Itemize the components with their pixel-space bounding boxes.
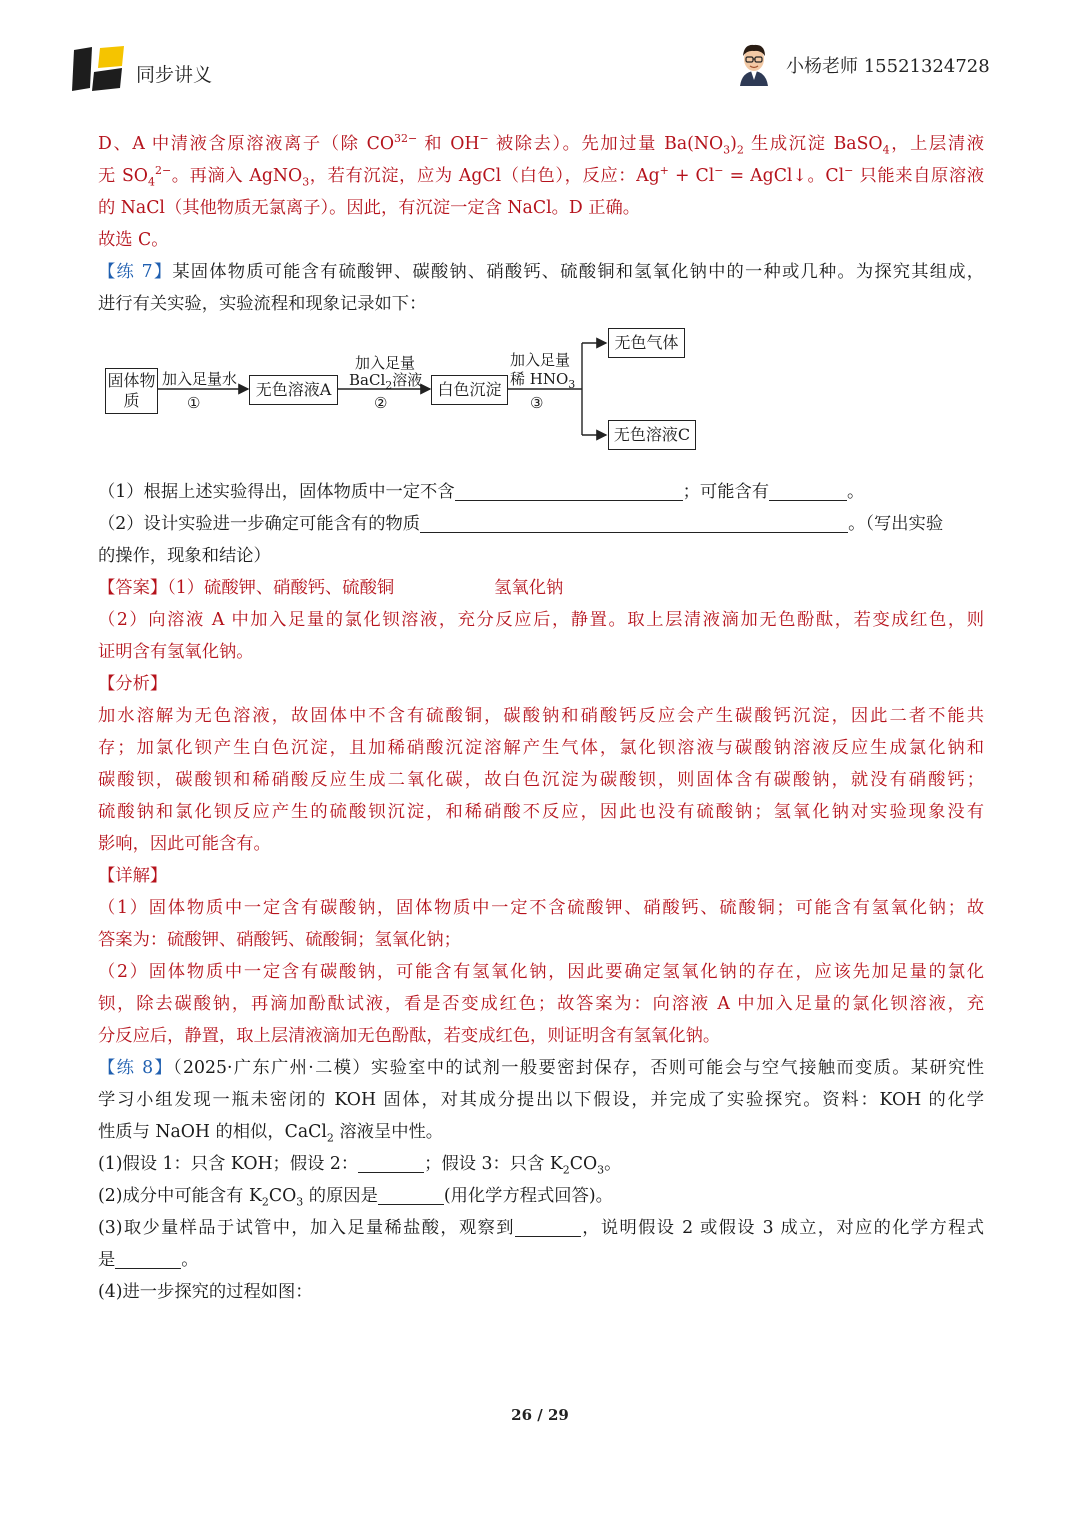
q8-stem-line-2: 学习小组发现一瓶未密闭的 KOH 固体，对其成分提出以下假设，并完成了实验探究。资料：KOH 的化学 [98, 1090, 984, 1110]
detail-line-5: 分反应后，静置，取上层清液滴加无色酚酞，若变成红色，则证明含有氢氧化钠。 [98, 1026, 721, 1046]
q7-blank-3[interactable] [420, 510, 848, 533]
box-solution-a: 无色溶液A [249, 375, 338, 405]
step2-label-2: BaCl$_2$溶液 [349, 371, 423, 392]
q8-sub2: (2)成分中可能含有 $K_2CO_3$ 的原因是 (用化学方程式回答)。 [98, 1180, 984, 1212]
q8-blank-4[interactable] [115, 1246, 181, 1269]
q7-sub2-line-2: 的操作，现象和结论） [98, 546, 271, 566]
q7-stem-line-1: 【练 7】某固体物质可能含有硫酸钾、碳酸钠、硝酸钙、硫酸铜和氢氧化钠中的一种或几种。为探究其组成， [98, 262, 984, 282]
step3-label-1: 加入足量 [510, 351, 571, 369]
detail-line-3: （2）固体物质中一定含有碳酸钠，可能含有氢氧化钠，因此要确定氢氧化钠的存在，应该先加足量的氯化 [98, 962, 984, 982]
page-number: 26 / 29 [511, 1406, 569, 1424]
analysis-tag: 【分析】 [98, 674, 168, 694]
detail-line-4: 钡，除去碳酸钠，再滴加酚酞试液，看是否变成红色；故答案为：向溶液 A 中加入足量的氯化钡溶液，充 [98, 994, 984, 1014]
page-content [98, 128, 984, 1308]
q7-tag: 【练 7】 [98, 262, 173, 282]
explanation-d-line-2: 无 $SO_4^{2-}$。再滴入 AgNO$_3$，若有沉淀，应为 AgCl（白色），反应：Ag+ + Cl− = AgCl↓。Cl− 只能来自原溶液 [98, 164, 985, 189]
q8-blank-2[interactable] [378, 1182, 444, 1205]
answer-tag: 【答案】 [98, 578, 168, 598]
teacher-avatar-icon [734, 40, 774, 86]
q7-blank-1[interactable] [455, 478, 683, 501]
teacher-contact: 小杨老师 15521324728 [786, 56, 990, 77]
step2-num: ② [374, 394, 388, 412]
step2-label-1: 加入足量 [355, 354, 416, 372]
analysis-line-5: 影响，因此可能含有。 [98, 834, 271, 854]
q8-sub4: (4)进一步探究的过程如图： [98, 1282, 313, 1302]
brand-name: 同步讲义 [136, 64, 213, 86]
q7-stem-line-2: 进行有关实验，实验流程和现象记录如下： [98, 294, 427, 314]
answer-choice: 故选 C。 [98, 230, 169, 250]
step3-label-2: 稀 $HNO_3$ [510, 370, 576, 391]
q7-sub1: （1）根据上述实验得出，固体物质中一定不含 ；可能含有 。 [98, 476, 984, 508]
page-header [0, 0, 1080, 110]
box-solution-c: 无色溶液C [608, 420, 696, 450]
detail-tag: 【详解】 [98, 866, 168, 886]
q7-sub2-line-1: （2）设计实验进一步确定可能含有的物质 。（写出实验 [98, 508, 984, 540]
step1-num: ① [187, 394, 201, 412]
explanation-d-line-1: D、A 中清液含原溶液离子（除 $CO^{32-}$ 和 OH− 被除去）。先加过量 $Ba(NO_3)_2$ 生成沉淀 BaSO$_4$，上层清液 [98, 132, 984, 157]
q8-stem-line-3: 性质与 NaOH 的相似，CaCl$_2$ 溶液呈中性。 [98, 1122, 444, 1145]
q8-tag: 【练 8】 [98, 1058, 174, 1078]
brand-logo-icon [70, 44, 126, 94]
q7-answer-2-line-1: （2）向溶液 A 中加入足量的氯化钡溶液，充分反应后，静置。取上层清液滴加无色酚酞，若变成红色，则 [98, 610, 984, 630]
step1-label: 加入足量水 [162, 370, 238, 388]
q8-sub3-line-1: (3)取少量样品于试管中，加入足量稀盐酸，观察到 ，说明假设 2 或假设 3 成立，对应的化学方程式 [98, 1212, 984, 1244]
analysis-line-1: 加水溶解为无色溶液，故固体中不含有硫酸铜，碳酸钠和硝酸钙反应会产生碳酸钙沉淀，因此二者不能共 [98, 706, 984, 726]
step3-num: ③ [530, 394, 544, 412]
q8-sub1: (1)假设 1：只含 KOH；假设 2： ；假设 3：只含 $K_2CO_3$。 [98, 1148, 984, 1180]
box-solid: 固体物质 [105, 368, 158, 414]
detail-line-2: 答案为：硫酸钾、硝酸钙、硫酸铜；氢氧化钠； [98, 930, 461, 950]
q8-sub3-line-2: 是 。 [98, 1244, 984, 1276]
q8-stem-line-1: 【练 8】（2025·广东广州·二模）实验室中的试剂一般要密封保存，否则可能会与空气接触而变质。某研究性 [98, 1058, 984, 1078]
box-colorless-gas: 无色气体 [608, 328, 685, 358]
analysis-line-2: 存；加氯化钡产生白色沉淀，且加稀硝酸沉淀溶解产生气体，氯化钡溶液与碳酸钠溶液反应生成氯化钠和 [98, 738, 984, 758]
q8-blank-3[interactable] [515, 1214, 581, 1237]
q7-blank-2[interactable] [769, 478, 847, 501]
q7-answer-1: 【答案】（1）硫酸钾、硝酸钙、硫酸铜 氢氧化钠 [98, 578, 564, 598]
analysis-line-3: 碳酸钡，碳酸钡和稀硝酸反应生成二氧化碳，故白色沉淀为碳酸钡，则固体含有碳酸钠，就没有硝酸钙； [98, 770, 984, 790]
explanation-d-line-3: 的 NaCl（其他物质无氯离子）。因此，有沉淀一定含 NaCl。D 正确。 [98, 198, 641, 218]
q7-answer-2-line-2: 证明含有氢氧化钠。 [98, 642, 254, 662]
detail-line-1: （1）固体物质中一定含有碳酸钠，固体物质中一定不含硫酸钾、硝酸钙、硫酸铜；可能含有氢氧化钠；故 [98, 898, 984, 918]
experiment-flow-diagram [98, 326, 984, 470]
analysis-line-4: 硫酸钠和氯化钡反应产生的硫酸钡沉淀，和稀硝酸不反应，因此也没有硫酸钠；氢氧化钠对实验现象没有 [98, 802, 984, 822]
q8-blank-1[interactable] [358, 1150, 424, 1173]
box-white-precipitate: 白色沉淀 [431, 375, 508, 405]
